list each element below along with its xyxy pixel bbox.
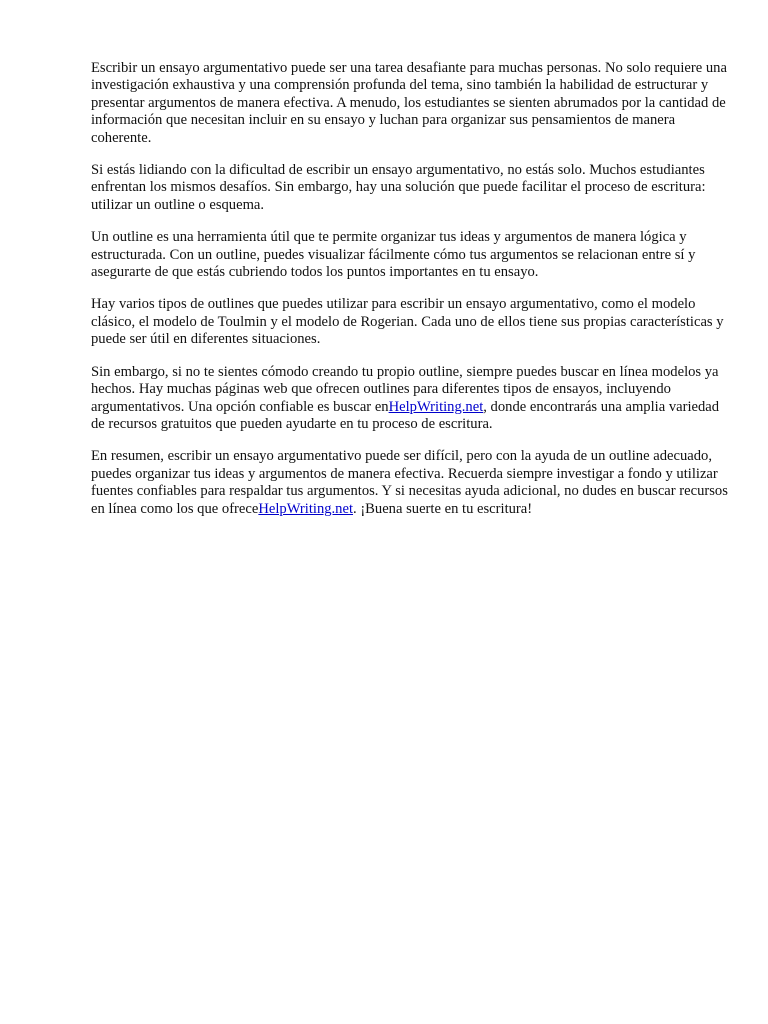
paragraph-text: En resumen, escribir un ensayo argumentativo puede ser difícil, pero con la ayuda de un outline adecuado, puedes organizar tus ideas y argumentos de manera efectiva. Recuerda siempre investigar a fondo y utilizar fuentes confiables para respaldar tus argumentos. Y si necesitas ayuda adicional, no dudes en buscar recursos en línea como los que ofrece [91,448,728,517]
document-body [91,60,731,533]
paragraph-5 [91,364,731,434]
paragraph-text: Sin embargo, si no te sientes cómodo creando tu propio outline, siempre puedes buscar en línea modelos ya hechos. Hay muchas páginas web que ofrecen outlines para diferentes tipos de ensayos, incluyendo argumentativos. Una opción confiable es buscar en [91,363,719,415]
paragraph-3 [91,229,731,281]
helpwriting-link[interactable]: HelpWriting.net [258,500,354,517]
paragraph-4 [91,296,731,348]
paragraph-text: , donde encontrarás una amplia variedad de recursos gratuitos que pueden ayudarte en tu proceso de escritura. [91,398,720,432]
paragraph-6 [91,448,731,518]
paragraph-text: . ¡Buena suerte en tu escritura! [353,500,533,517]
helpwriting-link[interactable]: HelpWriting.net [388,398,484,415]
paragraph-1 [91,60,731,147]
paragraph-text: Un outline es una herramienta útil que te permite organizar tus ideas y argumentos de manera lógica y estructurada. Con un outline, puedes visualizar fácilmente cómo tus argumentos se relacionan entre sí y asegurarte de que estás cubriendo todos los puntos importantes en tu ensayo. [91,229,696,281]
paragraph-text: Si estás lidiando con la dificultad de escribir un ensayo argumentativo, no estás solo. Muchos estudiantes enfrentan los mismos desafíos. Sin embargo, hay una solución que puede facilitar el proceso de escritura: utilizar un outline o esquema. [91,162,706,213]
paragraph-text: Escribir un ensayo argumentativo puede ser una tarea desafiante para muchas personas. No solo requiere una investigación exhaustiva y una comprensión profunda del tema, sino también la habilidad de estructurar y presentar argumentos de manera efectiva. A menudo, los estudiantes se sienten abrumados por la cantidad de información que necesitan incluir en su ensayo y luchan para organizar sus pensamientos de manera coherente. [91,60,727,146]
paragraph-2 [91,162,731,214]
paragraph-text: Hay varios tipos de outlines que puedes utilizar para escribir un ensayo argumentativo, como el modelo clásico, el modelo de Toulmin y el modelo de Rogerian. Cada uno de ellos tiene sus propias características y puede ser útil en diferentes situaciones. [91,296,724,348]
